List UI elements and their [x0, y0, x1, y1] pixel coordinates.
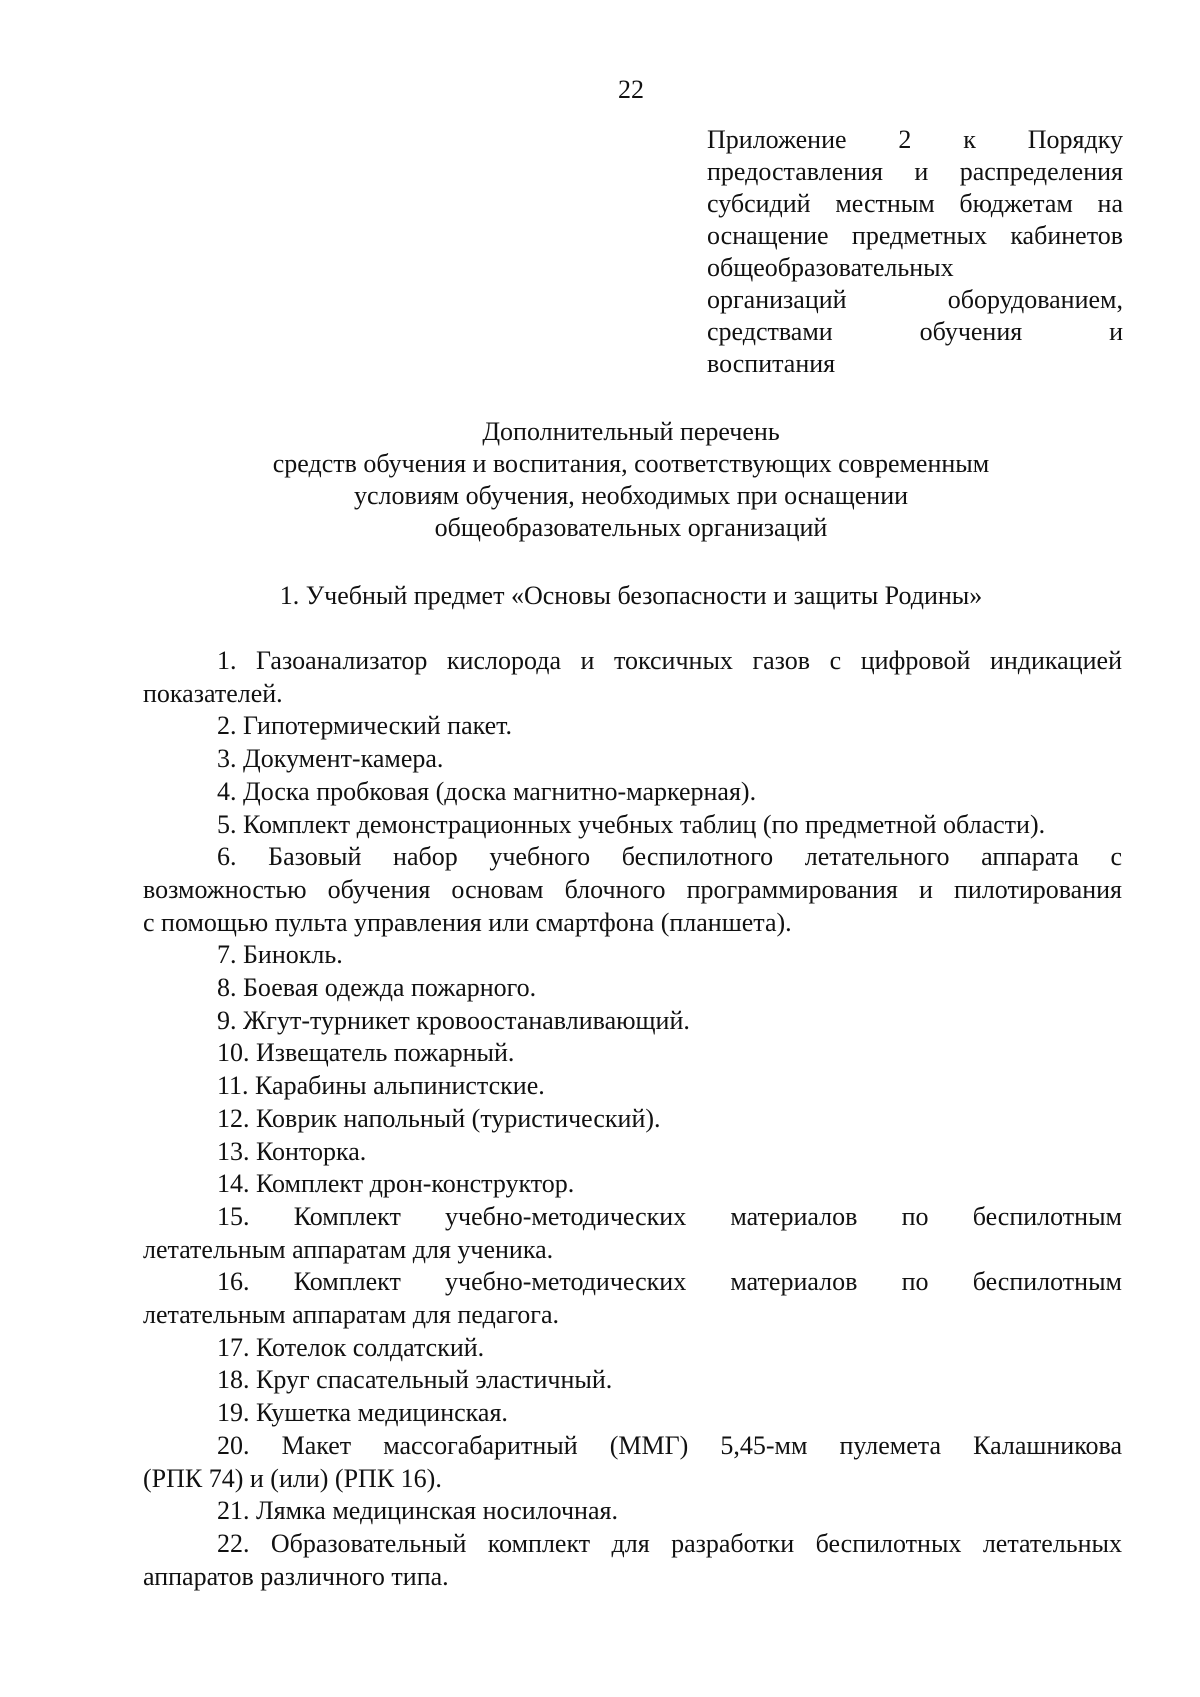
list-item: [143, 1070, 1122, 1103]
list-item-line: 4. Доска пробковая (доска магнитно-маркерная).: [217, 776, 757, 806]
list-item-line: 7. Бинокль.: [217, 940, 343, 970]
list-item-line: показателей.: [143, 678, 283, 708]
list-item: [143, 1005, 1122, 1038]
list-item: [143, 1430, 1122, 1495]
list-item: [143, 841, 1122, 939]
title-line: средств обучения и воспитания, соответствующих современным: [272, 449, 990, 478]
list-item: [143, 1528, 1122, 1593]
list-item: [143, 1495, 1122, 1528]
list-item-line: 12. Коврик напольный (туристический).: [217, 1103, 661, 1133]
list-item-line: 17. Котелок солдатский.: [217, 1332, 485, 1362]
appendix-line: оснащение предметных кабинетов: [707, 221, 1123, 250]
list-item: [143, 1136, 1122, 1169]
list-item-line: 1. Газоанализатор кислорода и токсичных газов с цифровой индикацией: [217, 646, 1122, 675]
appendix-line: организаций оборудованием,: [707, 285, 1123, 314]
list-item: [143, 809, 1122, 842]
list-item-line: 8. Боевая одежда пожарного.: [217, 973, 537, 1003]
appendix-line: Приложение 2 к Порядку: [707, 125, 1123, 154]
list-item-line: с помощью пульта управления или смартфона (планшета).: [143, 907, 792, 937]
list-item-line: 3. Документ-камера.: [217, 744, 444, 774]
list-item-line: летательным аппаратам для ученика.: [143, 1234, 554, 1264]
list-item-line: 11. Карабины альпинистские.: [217, 1071, 545, 1101]
list-item-line: 19. Кушетка медицинская.: [217, 1398, 508, 1428]
list-item-line: 16. Комплект учебно-методических материалов по беспилотным: [217, 1267, 1122, 1297]
appendix-line: средствами обучения и: [707, 317, 1123, 346]
list-item: [143, 1332, 1122, 1365]
list-item: [143, 1266, 1122, 1331]
list-item: [143, 645, 1122, 710]
list-item: [143, 1168, 1122, 1201]
document-title: [0, 416, 1200, 544]
list-item-line: 15. Комплект учебно-методических материалов по беспилотным: [217, 1201, 1122, 1231]
list-item-line: 21. Лямка медицинская носилочная.: [217, 1496, 618, 1526]
list-item-line: 14. Комплект дрон-конструктор.: [217, 1169, 575, 1199]
list-item-line: (РПК 74) и (или) (РПК 16).: [143, 1463, 442, 1493]
list-item: [143, 1364, 1122, 1397]
list-item: [143, 776, 1122, 809]
list-item: [143, 1397, 1122, 1430]
list-item: [143, 1037, 1122, 1070]
list-item: [143, 710, 1122, 743]
title-line: общеобразовательных организаций: [434, 513, 828, 542]
list-item: [143, 1103, 1122, 1136]
list-item-line: 22. Образовательный комплект для разработки беспилотных летательных: [217, 1528, 1122, 1558]
list-item-line: 10. Извещатель пожарный.: [217, 1038, 515, 1068]
list-item: [143, 939, 1122, 972]
list-item-line: 5. Комплект демонстрационных учебных таблиц (по предметной области).: [217, 809, 1046, 839]
appendix-line: субсидий местным бюджетам на: [707, 189, 1123, 218]
list-item: [143, 743, 1122, 776]
title-line: условиям обучения, необходимых при оснащении: [353, 481, 909, 510]
appendix-line: общеобразовательных: [707, 253, 954, 282]
list-item-line: 20. Макет массогабаритный (ММГ) 5,45-мм пулемета Калашникова: [217, 1430, 1122, 1460]
title-line: Дополнительный перечень: [482, 417, 780, 446]
list-item-line: 18. Круг спасательный эластичный.: [217, 1365, 613, 1395]
list-item: [143, 972, 1122, 1005]
appendix-line: воспитания: [707, 349, 836, 378]
list-item-line: 6. Базовый набор учебного беспилотного летательного аппарата с: [217, 842, 1122, 872]
appendix-note: [707, 124, 1123, 380]
list-item-line: 13. Конторка.: [217, 1136, 367, 1166]
section-heading: 1. Учебный предмет «Основы безопасности и защиты Родины»: [279, 581, 983, 610]
appendix-line: предоставления и распределения: [707, 157, 1123, 186]
page-number: 22: [618, 75, 644, 104]
equipment-list: [143, 645, 1122, 1593]
list-item-line: 9. Жгут-турникет кровоостанавливающий.: [217, 1005, 690, 1035]
list-item-line: летательным аппаратам для педагога.: [143, 1300, 559, 1330]
list-item-line: 2. Гипотермический пакет.: [217, 711, 513, 741]
list-item: [143, 1201, 1122, 1266]
list-item-line: аппаратов различного типа.: [143, 1561, 449, 1591]
list-item-line: возможностью обучения основам блочного программирования и пилотирования: [143, 874, 1122, 904]
